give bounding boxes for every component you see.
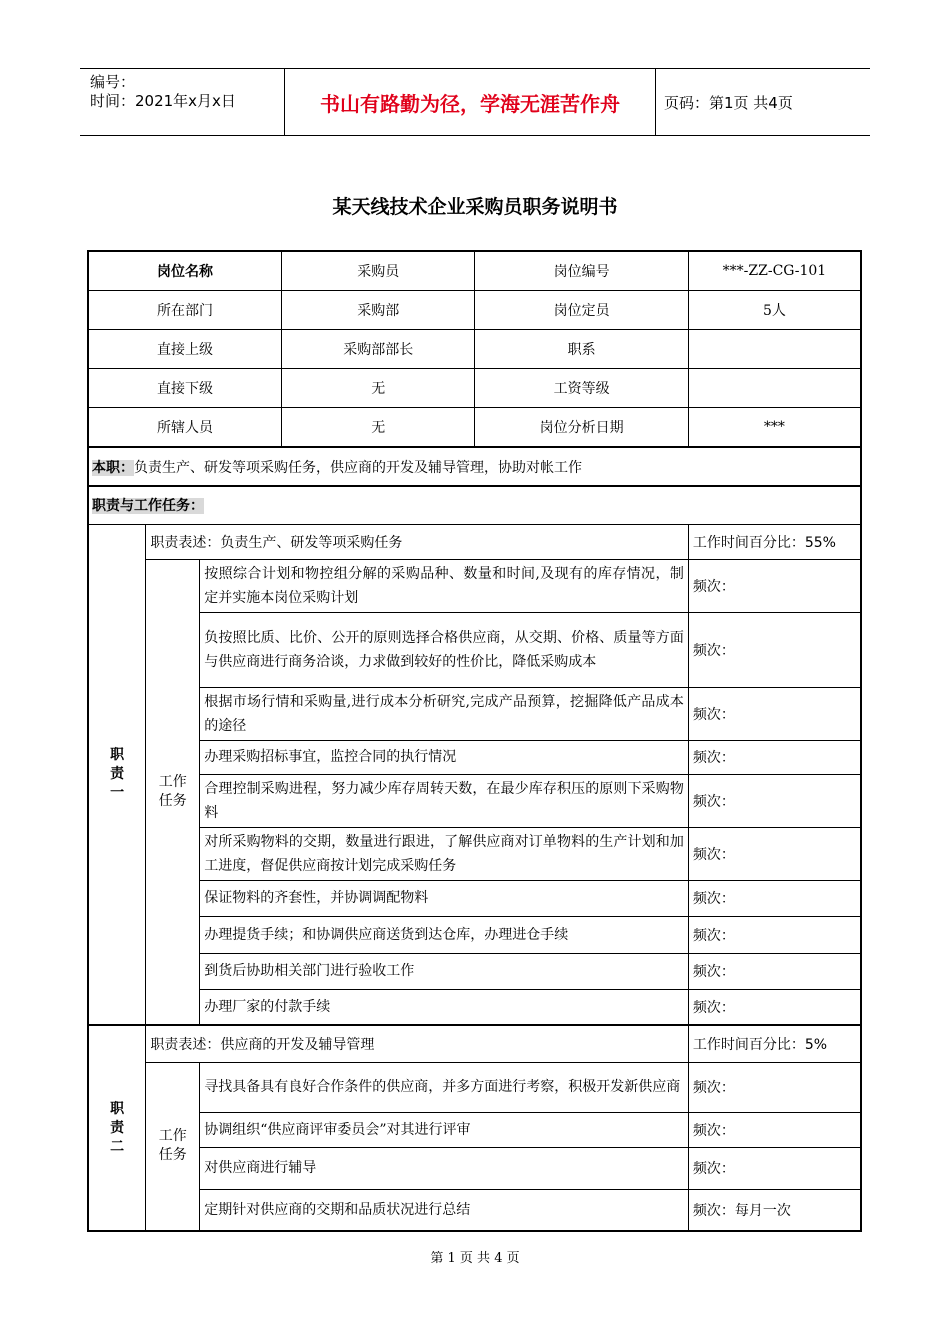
document-title: 某天线技术企业采购员职务说明书 [332,196,618,218]
duty2-task: 定期针对供应商的交期和品质状况进行总结 [200,1189,689,1231]
duty2-task: 协调组织“供应商评审委员会”对其进行评审 [200,1112,689,1147]
duty1-label [88,524,146,1025]
pos-code-label: 岗位编号 [475,251,688,290]
table-row [88,559,861,612]
duty1-task: 根据市场行情和采购量,进行成本分析研究,完成产品预算，挖掘降低产品成本的途径 [200,687,689,740]
duty1-work-label [146,559,200,1025]
table-row [88,880,861,916]
duty1-freq: 频次： [688,774,861,827]
table-row [88,1112,861,1147]
duty1-task: 办理采购招标事宜，监控合同的执行情况 [200,740,689,774]
table-row [88,687,861,740]
number-label: 编号： [90,73,136,91]
duty2-percent: 工作时间百分比：5% [688,1025,861,1062]
page-footer: 第 1 页 共 4 页 [430,1251,520,1266]
duty2-freq: 频次：每月一次 [688,1189,861,1231]
grade-label: 工资等级 [475,368,688,407]
duty1-work-label-text: 工作 任务 [158,773,187,809]
main-duty-label: 本职： [92,459,134,476]
duties-header: 职责与工作任务： [92,498,204,515]
duty1-task: 按照综合计划和物控组分解的采购品种、数量和时间,及现有的库存情况，制定并实施本岗位采购计划 [200,559,689,612]
duty1-desc: 职责表述：负责生产、研发等项采购任务 [146,524,689,559]
dept-label: 所在部门 [88,290,281,329]
duty1-freq: 频次： [688,880,861,916]
superior-label: 直接上级 [88,329,281,368]
duty2-freq: 频次： [688,1062,861,1112]
info-row [88,290,861,329]
info-row [88,329,861,368]
motto: 书山有路勤为径，学海无涯苦作舟 [284,69,656,135]
duty1-task: 对所采购物料的交期，数量进行跟进，了解供应商对订单物料的生产计划和加工进度，督促供应商按计划完成采购任务 [200,827,689,880]
table-row [88,1062,861,1112]
pos-name-label: 岗位名称 [88,251,281,290]
table-row [88,916,861,953]
duty2-freq: 频次： [688,1112,861,1147]
duty1-task: 合理控制采购进程，努力减少库存周转天数，在最少库存积压的原则下采购物料 [200,774,689,827]
staff-value: 无 [281,407,474,447]
duty2-freq: 频次： [688,1147,861,1189]
info-row [88,368,861,407]
duty1-freq: 频次： [688,916,861,953]
duty2-work-label-text: 工作 任务 [158,1128,187,1164]
duty2-task: 对供应商进行辅导 [200,1147,689,1189]
duty2-task: 寻找具备具有良好合作条件的供应商，并多方面进行考察，积极开发新供应商 [200,1062,689,1112]
header-left [90,73,236,111]
dept-value: 采购部 [281,290,474,329]
duties-header-row [88,486,861,524]
page-info: 页码：第1页 共4页 [664,93,793,112]
table-row [88,1189,861,1231]
pos-name-value: 采购员 [281,251,474,290]
table-row [88,989,861,1025]
duty1-freq: 频次： [688,953,861,989]
duty2-desc: 职责表述：供应商的开发及辅导管理 [146,1025,689,1062]
staff-label: 所辖人员 [88,407,281,447]
table-row [88,953,861,989]
superior-value: 采购部部长 [281,329,474,368]
duty1-desc-row [88,524,861,559]
series-label: 职系 [475,329,688,368]
duty1-task: 到货后协助相关部门进行验收工作 [200,953,689,989]
duty1-freq: 频次： [688,612,861,687]
duty1-freq: 频次： [688,989,861,1025]
pos-code-value: ***-ZZ-CG-101 [688,251,861,290]
quota-value: 5人 [688,290,861,329]
duty2-label [88,1025,146,1231]
duty1-freq: 频次： [688,827,861,880]
table-row [88,827,861,880]
table-row [88,740,861,774]
subordinate-label: 直接下级 [88,368,281,407]
main-duty-text: 负责生产、研发等项采购任务，供应商的开发及辅导管理，协助对帐工作 [134,459,582,476]
duty1-task: 办理提货手续；和协调供应商送货到达仓库，办理进仓手续 [200,916,689,953]
table-row [88,774,861,827]
duty1-freq: 频次： [688,687,861,740]
quota-label: 岗位定员 [475,290,688,329]
duty1-task: 保证物料的齐套性，并协调调配物料 [200,880,689,916]
main-duty-row [88,447,861,486]
duty1-task: 办理厂家的付款手续 [200,989,689,1025]
series-value [688,329,861,368]
page-header [80,68,870,136]
duty2-desc-row [88,1025,861,1062]
date-value: *** [688,407,861,447]
grade-value [688,368,861,407]
duty1-task: 负按照比质、比价、公开的原则选择合格供应商，从交期、价格、质量等方面与供应商进行商务洽谈，力求做到较好的性价比，降低采购成本 [200,612,689,687]
job-description-table [87,250,862,1232]
date-label: 岗位分析日期 [475,407,688,447]
time-label: 时间：2021年x月x日 [90,92,236,110]
duty2-work-label [146,1062,200,1231]
table-row [88,612,861,687]
duty1-freq: 频次： [688,740,861,774]
duty1-freq: 频次： [688,559,861,612]
duty1-label-text: 职 责 一 [110,746,125,801]
info-row [88,407,861,447]
info-row [88,251,861,290]
duty2-label-text: 职 责 二 [110,1100,125,1155]
table-row [88,1147,861,1189]
duty1-percent: 工作时间百分比：55% [688,524,861,559]
subordinate-value: 无 [281,368,474,407]
